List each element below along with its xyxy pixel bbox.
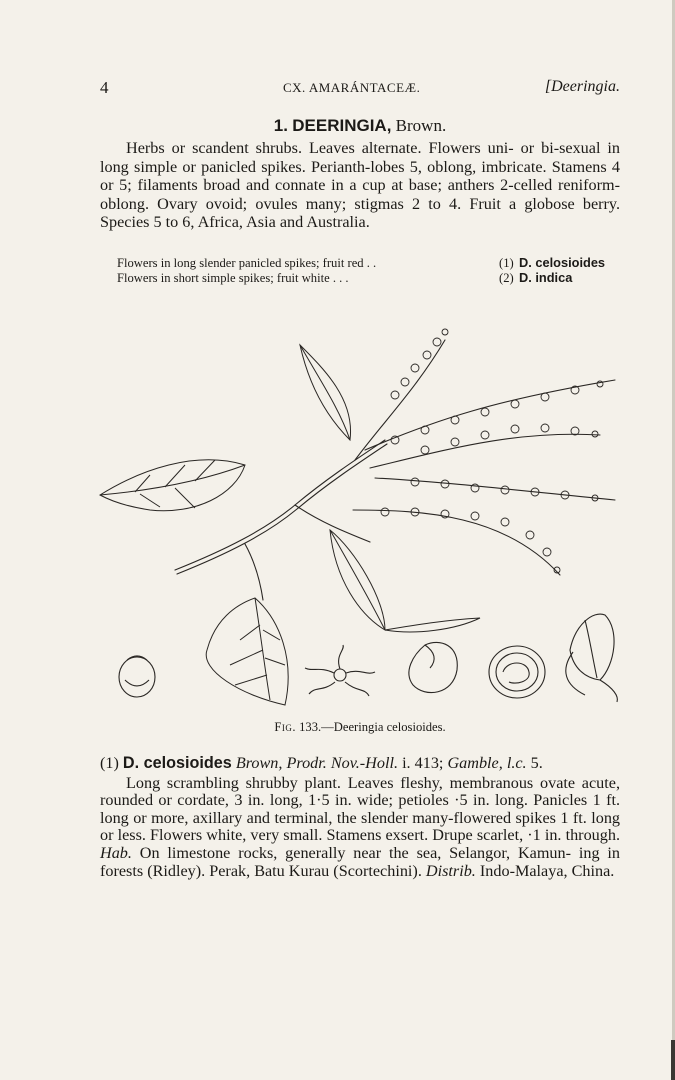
genus-name: DEERINGIA, [292,116,392,135]
deeringia-illustration [95,300,640,710]
habitat-text: On limestone rocks, generally near the sea, Selangor, Kamun- [131,843,572,862]
distribution-label: Distrib. [425,861,476,880]
habitat-label: Hab. [100,843,132,862]
page-number: 4 [100,78,109,97]
flower-detail [305,645,375,696]
key-lead: Flowers in short simple spikes; fruit white . . . [117,270,349,285]
leaf-vein [230,625,285,685]
distribution-text: Indo-Malaya, China. [479,861,615,880]
panicle-axis [365,380,615,450]
description-line: oblong, imbricate. Stamens 4 or 5; filaments broad and connate [100,157,621,195]
key-row [117,256,617,271]
figure-number: 133. [299,720,322,734]
description-line: Africa, Asia and Australia. [197,213,370,232]
family-heading: CX. AMARÁNTACEÆ. [283,80,421,95]
leaf-vein [300,345,350,440]
genus-description [100,139,620,232]
species-citation: Gamble, [447,754,503,772]
leaf-vein [255,598,270,700]
leaf-vein [330,530,385,630]
key-species: D. indica [519,269,573,285]
key-row [117,271,617,286]
genus-number: 1. [273,116,288,135]
figure-caption [100,720,620,735]
species-body-line: ovate acute, rounded or cordate, 3 in. long, 1·5 in. wide; petioles [100,773,621,810]
genus-authority: Brown. [395,116,447,135]
botanical-illustration [95,300,640,710]
species-body-line: very small. Stamens exsert. Drupe scarlet, ·1 in. through. [250,826,620,845]
species-body-line: Long scrambling shrubby plant. Leaves fleshy, membranous [126,773,534,792]
seed-section-detail [489,646,545,698]
key-number: (1) [499,256,514,270]
page-edge-shadow [671,1040,675,1080]
description-line: in a cup at base; anthers 2-celled reniform-oblong. Ovary ovoid; [100,176,620,213]
key-number: (2) [499,270,514,285]
figure-caption-text: —Deeringia celosioides. [321,720,446,734]
leaf [300,345,351,440]
species-body-line: the slender many-flowered spikes 1 ft. long or less. Flowers white, [100,808,621,845]
species-citation: 5. [526,754,543,772]
species-entry [100,755,620,880]
species-body-line: ·5 in. long. Panicles 1 ft. long or more, axillary and terminal, [100,791,621,827]
seed-detail [409,642,457,692]
species-name: D. celosioides [122,754,232,772]
leaf [385,618,480,632]
habitat-text: ing in forests (Ridley). Perak, Batu Kurau (Scortechini). [100,843,621,880]
species-key [117,256,617,285]
bud-detail [570,614,614,680]
figure-label: Fig. [274,720,296,734]
description-line: Herbs or scandent shrubs. Leaves alternate. Flowers uni- [126,139,514,157]
genus-heading [100,116,620,136]
key-lead: Flowers in long slender panicled spikes; fruit red . . [117,256,377,270]
species-citation: l.c. [506,754,527,772]
panicle-axis [353,510,560,575]
genus-running-title: [Deeringia. [544,78,620,95]
main-stem-edge [177,444,387,574]
description-line: ovules many; stigmas 2 to 4. Fruit a globose berry. Species 5 to 6, [100,194,621,232]
leaf-vein [100,465,245,495]
description-line: or bi-sexual in long simple or panicled spikes. Perianth-lobes 5, [100,139,620,176]
lower-stem [245,544,263,600]
fruit-detail [119,657,155,697]
species-number: (1) [100,754,119,772]
species-citation: Brown, Prodr. Nov.-Holl. [235,754,399,772]
panicle-axis [355,340,445,460]
key-species: D. celosioides [519,255,606,270]
leaf [206,598,288,705]
species-citation: i. 413; [398,754,448,772]
running-head [100,78,620,100]
